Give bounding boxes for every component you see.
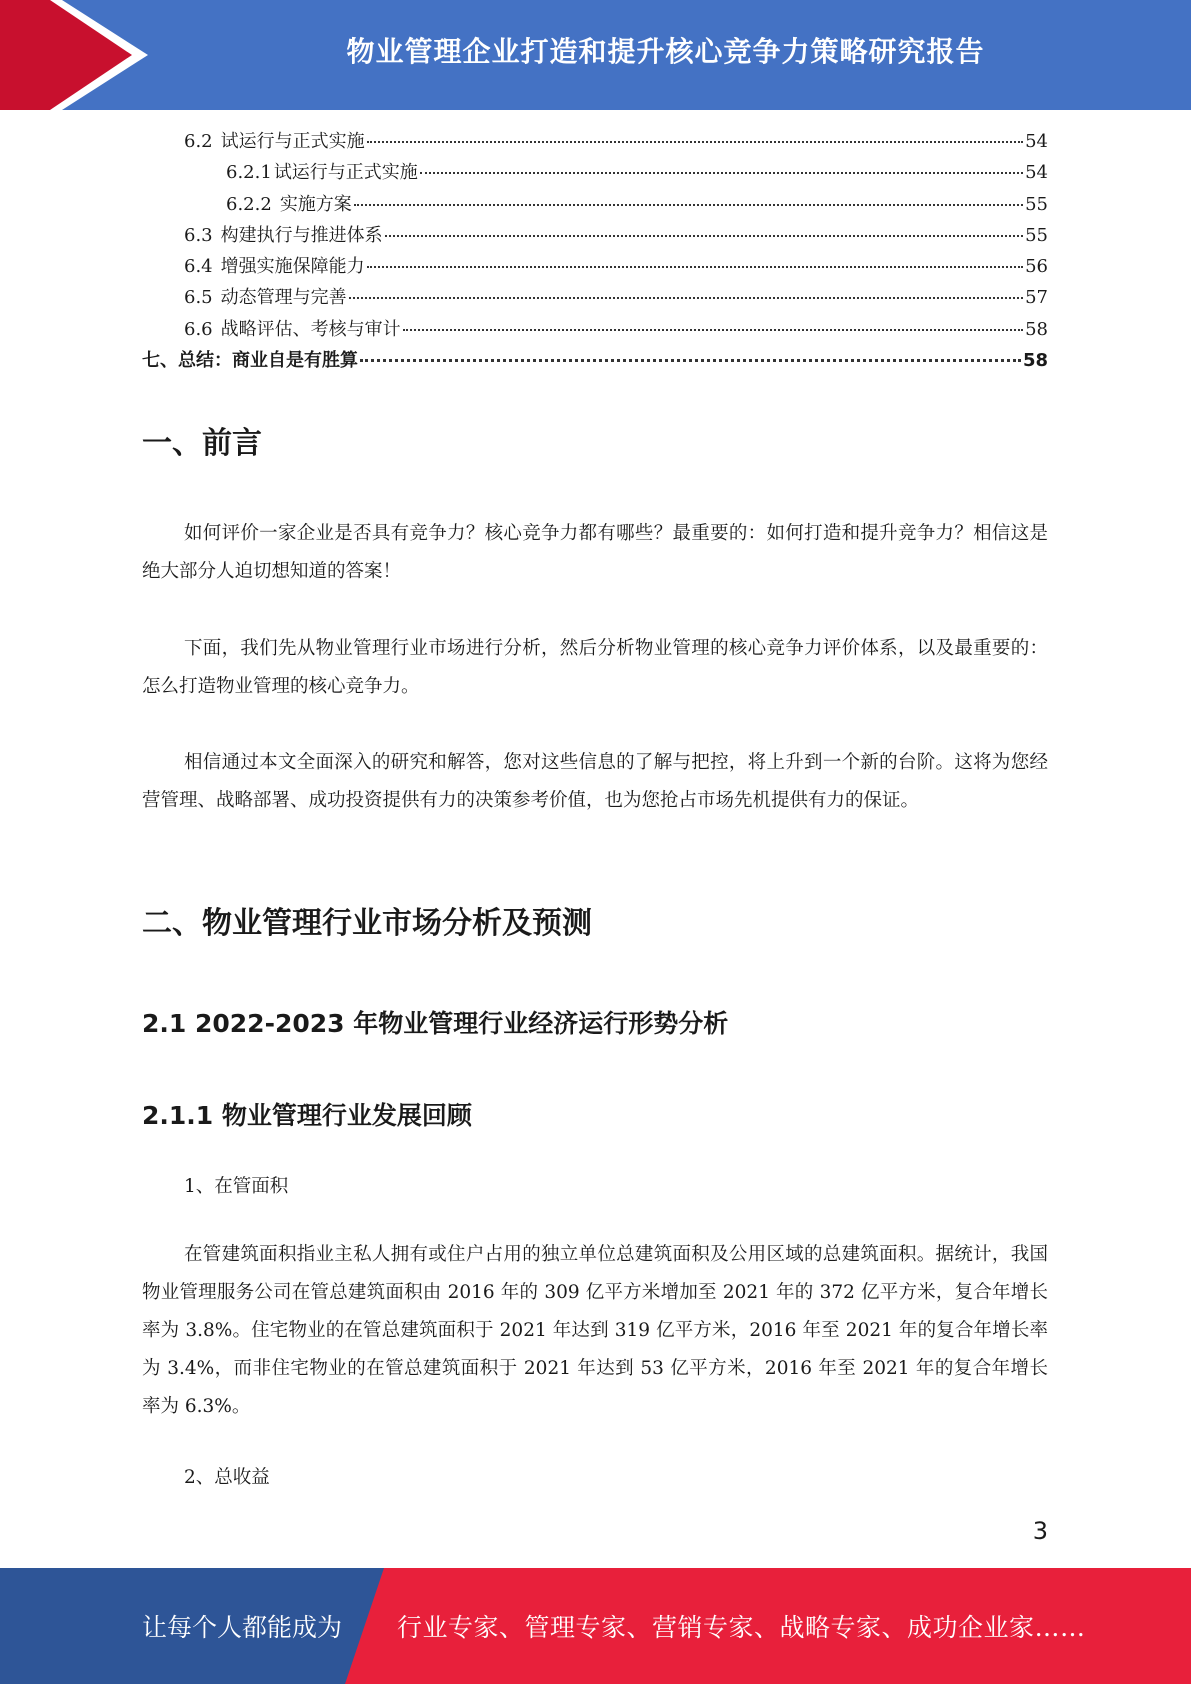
toc-page-number: 55 <box>1025 193 1048 215</box>
subsection-heading-2-1-1: 2.1.1 物业管理行业发展回顾 <box>142 1101 472 1130</box>
toc-entry-chapter-7[interactable] <box>142 346 1048 377</box>
toc-number: 6.6 <box>184 318 213 340</box>
section-heading-preface: 一、前言 <box>142 426 262 461</box>
report-title: 物业管理企业打造和提升核心竞争力策略研究报告 <box>346 35 985 68</box>
toc-leader-dots <box>367 266 1023 268</box>
toc-entry-6-4[interactable] <box>142 252 1048 283</box>
toc-entry-6-2-2[interactable] <box>142 190 1048 221</box>
preface-paragraph-2: 下面，我们先从物业管理行业市场进行分析，然后分析物业管理的核心竞争力评价体系，以及最重要的：怎么打造物业管理的核心竞争力。 <box>142 638 1048 697</box>
toc-leader-dots <box>360 359 1021 362</box>
toc-number: 6.3 <box>184 224 213 246</box>
toc-label: 动态管理与完善 <box>220 287 347 309</box>
toc-label: 构建执行与推进体系 <box>220 224 383 246</box>
toc-entry-6-3[interactable] <box>142 221 1048 252</box>
table-of-contents <box>142 127 1048 377</box>
page-header <box>0 0 1191 110</box>
toc-number: 6.2 <box>184 131 213 152</box>
toc-page-number: 54 <box>1025 162 1048 184</box>
toc-label: 试运行与正式实施 <box>220 131 365 152</box>
toc-label: 试运行与正式实施 <box>273 162 418 184</box>
section-heading-market-analysis: 二、物业管理行业市场分析及预测 <box>142 906 592 941</box>
toc-leader-dots <box>349 297 1023 299</box>
footer-slogan-right: 行业专家、管理专家、营销专家、战略专家、成功企业家…… <box>397 1613 1086 1642</box>
toc-number: 6.5 <box>184 287 213 309</box>
managed-area-paragraph: 在管建筑面积指业主私人拥有或住户占用的独立单位总建筑面积及公用区域的总建筑面积。据统计，我国物业管理服务公司在管总建筑面积由 2016 年的 309 亿平方米增加至 2021 年的 372 亿平方米，复合年增长率为 3.8%。住宅物业的在管总建筑面积于 2021 年达到 319 亿平方米，2016 年至 2021 年的复合年增长率为 3.4%，而非住宅物业的在管总建筑面积于 2021 年达到 53 亿平方米，2016 年至 2021 年的复合年增长率为 6.3%。 <box>142 1244 1048 1417</box>
toc-leader-dots <box>354 204 1023 206</box>
toc-entry-6-2-1[interactable] <box>142 158 1048 189</box>
footer-slogan-left: 让每个人都能成为 <box>142 1613 343 1642</box>
toc-page-number: 55 <box>1025 224 1048 246</box>
toc-leader-dots <box>385 235 1023 237</box>
toc-label: 七、总结：商业自是有胜算 <box>142 350 358 372</box>
toc-label: 实施方案 <box>279 193 352 215</box>
toc-leader-dots <box>403 329 1023 331</box>
subsection-heading-2-1: 2.1 2022-2023 年物业管理行业经济运行形势分析 <box>142 1009 729 1038</box>
toc-entry-6-5[interactable] <box>142 283 1048 314</box>
toc-leader-dots <box>420 172 1023 174</box>
page-number: 3 <box>1032 1517 1048 1545</box>
item-heading-managed-area: 1、在管面积 <box>184 1176 289 1197</box>
toc-page-number: 58 <box>1022 350 1048 372</box>
preface-paragraph-3: 相信通过本文全面深入的研究和解答，您对这些信息的了解与把控，将上升到一个新的台阶。这将为您经营管理、战略部署、成功投资提供有力的决策参考价值，也为您抢占市场先机提供有力的保证。 <box>142 752 1048 811</box>
page-footer <box>0 1568 1191 1684</box>
toc-page-number: 57 <box>1025 287 1048 309</box>
toc-page-number: 56 <box>1025 256 1048 278</box>
toc-label: 战略评估、考核与审计 <box>220 318 401 340</box>
preface-paragraph-1: 如何评价一家企业是否具有竞争力？核心竞争力都有哪些？最重要的：如何打造和提升竞争力？相信这是绝大部分人迫切想知道的答案！ <box>142 523 1048 582</box>
toc-entry-6-2[interactable] <box>142 127 1048 158</box>
toc-page-number: 54 <box>1025 131 1048 152</box>
item-heading-total-revenue: 2、总收益 <box>184 1467 270 1488</box>
toc-number: 6.2.2 <box>226 193 272 215</box>
toc-entry-6-6[interactable] <box>142 315 1048 346</box>
toc-number: 6.4 <box>184 256 213 278</box>
toc-leader-dots <box>367 141 1023 143</box>
toc-number: 6.2.1 <box>226 162 272 184</box>
toc-label: 增强实施保障能力 <box>220 256 365 278</box>
toc-page-number: 58 <box>1025 318 1048 340</box>
